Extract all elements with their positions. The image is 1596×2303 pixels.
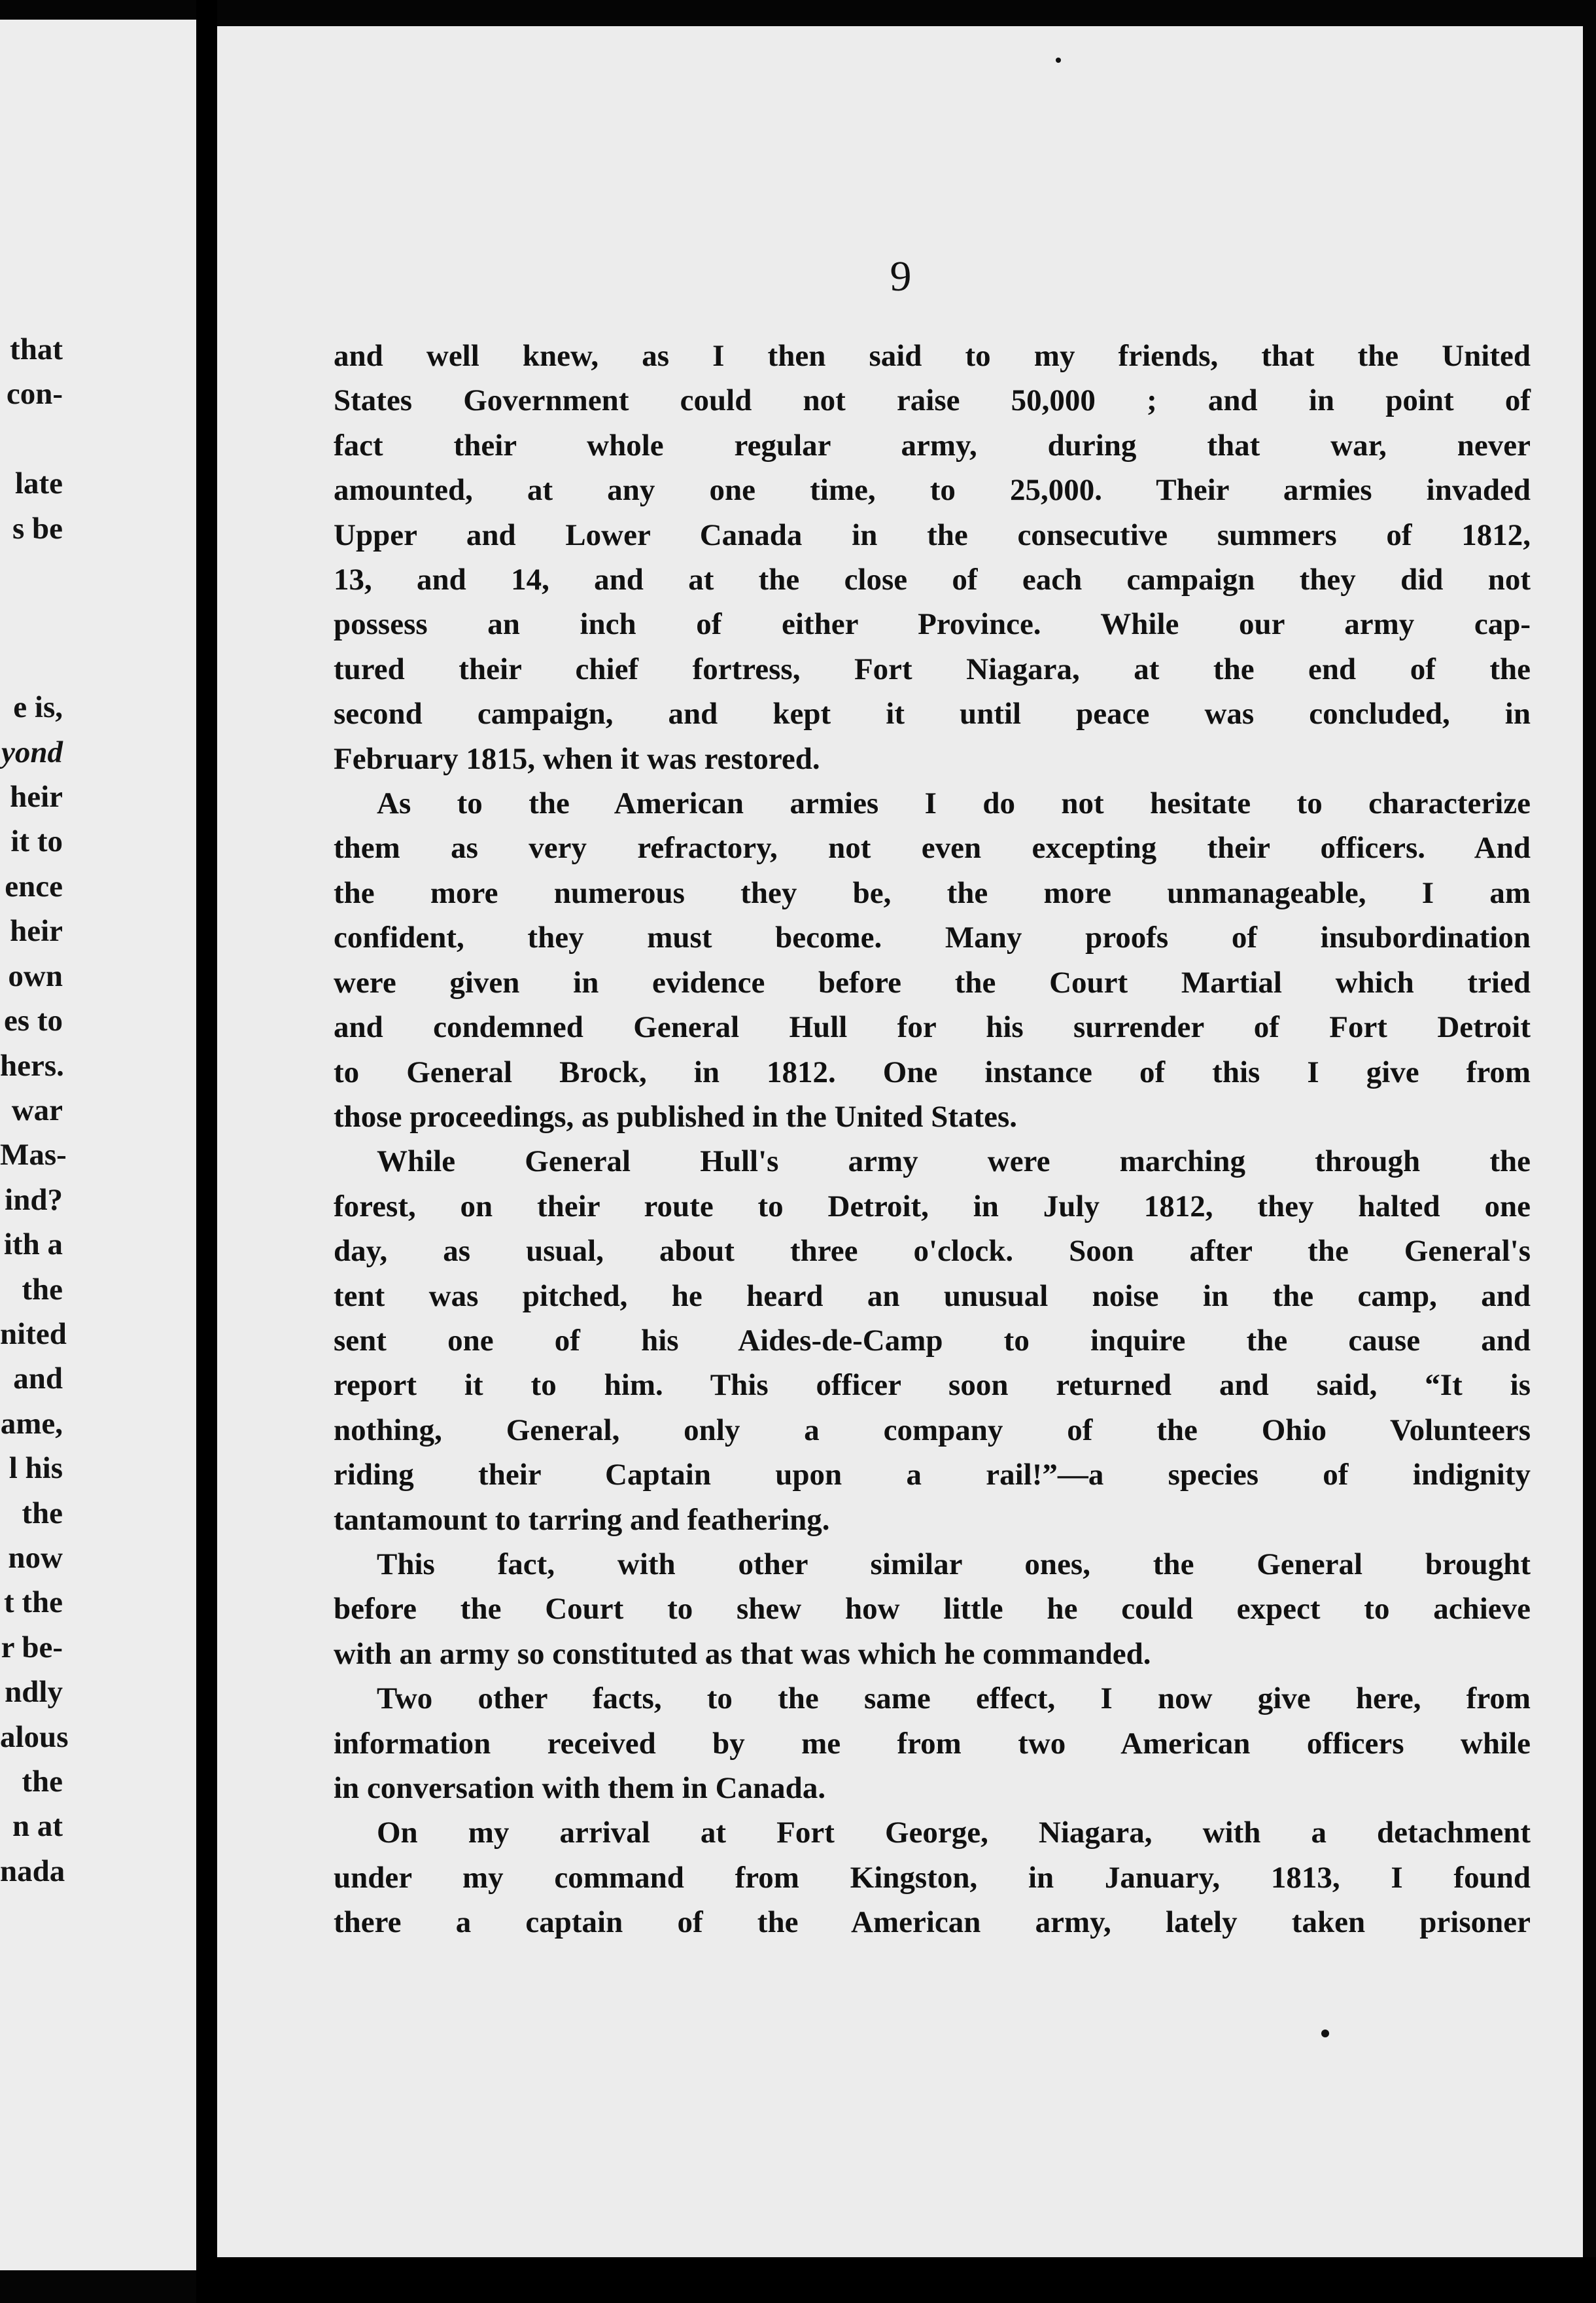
left-page-line [0, 417, 63, 461]
ink-speck [1321, 2030, 1329, 2037]
text-line: report it to him. This officer soon returned and said, “It is [334, 1368, 1531, 1403]
paragraph [334, 781, 1531, 1139]
text-line: confident, they must become. Many proofs of insubordination [334, 921, 1531, 955]
left-page-line [0, 641, 63, 685]
left-page-line: ndly [5, 1675, 63, 1710]
left-page-line: the [22, 1272, 63, 1307]
text-line: before the Court to shew how little he could expect to achieve [334, 1592, 1531, 1626]
text-line: sent one of his Aides-de-Camp to inquire the cause and [334, 1323, 1531, 1358]
ink-speck [1056, 58, 1061, 63]
left-page-line: t the [3, 1585, 63, 1620]
left-page-line: it to [10, 824, 63, 859]
text-line: possess an inch of either Province. While our army cap- [334, 607, 1531, 642]
text-line: the more numerous they be, the more unmanageable, I am [334, 875, 1531, 910]
text-line: As to the American armies I do not hesitate to characterize [377, 786, 1531, 821]
text-line: 13, and 14, and at the close of each campaign they did not [334, 563, 1531, 597]
left-page-line: nited [0, 1316, 67, 1351]
left-page-line: heir [10, 914, 63, 949]
text-line: This fact, with other similar ones, the General brought [377, 1547, 1531, 1581]
left-page-line: that [10, 332, 63, 366]
paragraph [334, 1139, 1531, 1542]
left-page-line: ith a [3, 1227, 63, 1262]
text-line: States Government could not raise 50,000 ; and in point of [334, 383, 1531, 418]
text-line: tured their chief fortress, Fort Niagara, at the end of the [334, 652, 1531, 686]
scan-border [217, 2257, 1596, 2303]
page-body-text [334, 334, 1531, 1945]
text-line: nothing, General, only a company of the Ohio Volunteers [334, 1413, 1531, 1447]
left-page-line: now [8, 1540, 63, 1575]
text-line: Two other facts, to the same effect, I now give here, from [377, 1681, 1531, 1716]
text-line: there a captain of the American army, lately taken prisoner [334, 1905, 1531, 1940]
text-line: amounted, at any one time, to 25,000. Their armies invaded [334, 473, 1531, 508]
text-line: fact their whole regular army, during that war, never [334, 428, 1531, 463]
text-line: to General Brock, in 1812. One instance of this I give from [334, 1055, 1531, 1089]
text-line: were given in evidence before the Court Martial which tried [334, 965, 1531, 1000]
left-page-line: r be- [1, 1630, 63, 1664]
left-page-line: late [14, 466, 63, 501]
text-line: tantamount to tarring and feathering. [334, 1502, 830, 1537]
left-page-line: con- [6, 377, 63, 412]
left-page-line: Mas- [0, 1138, 67, 1172]
page-number: 9 [890, 253, 912, 300]
left-page-line: the [22, 1496, 63, 1530]
text-line: in conversation with them in Canada. [334, 1771, 826, 1805]
text-line: information received by me from two American officers while [334, 1726, 1531, 1761]
left-page-line: e is, [13, 690, 63, 725]
text-line: day, as usual, about three o'clock. Soon after the General's [334, 1234, 1531, 1269]
left-page-line: war [11, 1093, 63, 1127]
paragraph [334, 1676, 1531, 1810]
text-line: Upper and Lower Canada in the consecutive summers of 1812, [334, 518, 1531, 552]
text-line: them as very refractory, not even excepting their officers. And [334, 831, 1531, 866]
text-line: and condemned General Hull for his surrender of Fort Detroit [334, 1010, 1531, 1045]
text-line: On my arrival at Fort George, Niagara, with a detachment [377, 1816, 1531, 1850]
text-line: tent was pitched, he heard an unusual noise in the camp, and [334, 1278, 1531, 1313]
left-page-line: and [13, 1362, 63, 1396]
left-page-line: n at [12, 1809, 63, 1844]
left-page-line: ind? [5, 1182, 63, 1217]
left-page-line: own [8, 958, 63, 993]
left-page-line: hers. [0, 1048, 64, 1083]
paragraph [334, 334, 1531, 781]
left-page-line: ame, [0, 1406, 63, 1441]
left-page-line: nada [0, 1854, 65, 1888]
text-line: forest, on their route to Detroit, in July 1812, they halted one [334, 1189, 1531, 1223]
left-page-text-fragment [0, 327, 196, 1893]
text-line: and well knew, as I then said to my friends, that the United [334, 339, 1531, 373]
left-page-line: s be [12, 511, 63, 546]
left-facing-page [0, 20, 196, 2270]
book-page [217, 26, 1583, 2257]
paragraph [334, 1810, 1531, 1944]
left-page-line [0, 595, 63, 640]
text-line: those proceedings, as published in the United States. [334, 1099, 1018, 1134]
left-page-line [0, 551, 63, 595]
book-gutter [196, 0, 217, 2303]
text-line: February 1815, when it was restored. [334, 741, 820, 776]
text-line: under my command from Kingston, in January, 1813, I found [334, 1860, 1531, 1895]
text-line: While General Hull's army were marching through the [377, 1144, 1531, 1179]
text-line: second campaign, and kept it until peace was concluded, in [334, 697, 1531, 731]
left-page-line: es to [3, 1004, 63, 1038]
left-page-line: alous [0, 1719, 69, 1754]
left-page-line: the [22, 1765, 63, 1799]
left-page-line: yond [1, 735, 63, 769]
paragraph [334, 1542, 1531, 1676]
text-line: riding their Captain upon a rail!”—a species of indignity [334, 1458, 1531, 1492]
text-line: with an army so constituted as that was which he commanded. [334, 1636, 1151, 1671]
left-page-line: ence [5, 869, 63, 904]
left-page-line: l his [9, 1451, 63, 1486]
left-page-line: heir [10, 780, 63, 815]
